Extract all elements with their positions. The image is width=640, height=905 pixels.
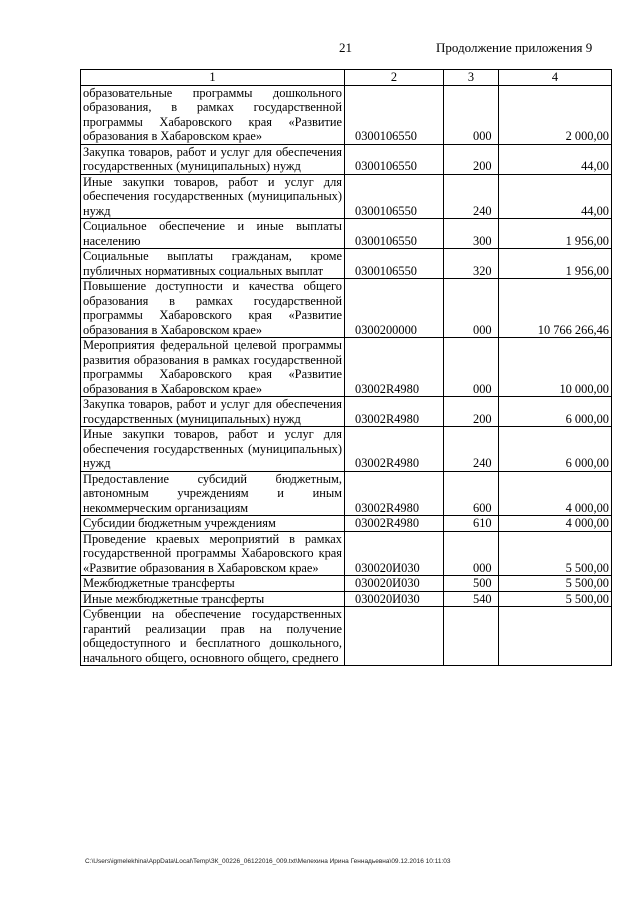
table-header-row — [81, 70, 612, 86]
budget-code-cell: 0300106550 — [345, 219, 444, 249]
row-name-cell: Субсидии бюджетным учреждениям — [81, 516, 345, 532]
table-row — [81, 279, 612, 338]
table-row — [81, 338, 612, 397]
table-row — [81, 219, 612, 249]
table-row — [81, 607, 612, 666]
budget-code-cell: 030020И030 — [345, 576, 444, 592]
amount-cell: 6 000,00 — [499, 427, 612, 472]
expense-type-cell: 600 — [444, 471, 499, 516]
expense-type-cell: 200 — [444, 397, 499, 427]
row-name-cell: Закупка товаров, работ и услуг для обеспечения государственных (муниципальных) нужд — [81, 397, 345, 427]
appendix-continuation: Продолжение приложения 9 — [436, 40, 593, 55]
amount-cell: 10 766 266,46 — [499, 279, 612, 338]
amount-cell: 4 000,00 — [499, 471, 612, 516]
row-name-cell: Иные межбюджетные трансферты — [81, 591, 345, 607]
amount-cell: 1 956,00 — [499, 249, 612, 279]
expense-type-cell: 000 — [444, 531, 499, 576]
row-name-cell: Межбюджетные трансферты — [81, 576, 345, 592]
expense-type-cell — [444, 607, 499, 666]
budget-code-cell: 0300106550 — [345, 144, 444, 174]
expense-type-cell: 200 — [444, 144, 499, 174]
column-header: 4 — [499, 70, 612, 86]
expense-type-cell: 240 — [444, 427, 499, 472]
table-row — [81, 397, 612, 427]
page-number: 21 — [339, 40, 352, 55]
row-name-cell: Иные закупки товаров, работ и услуг для обеспечения государственных (муниципальных) нужд — [81, 427, 345, 472]
column-header: 3 — [444, 70, 499, 86]
budget-code-cell: 03002R4980 — [345, 338, 444, 397]
amount-cell: 5 500,00 — [499, 531, 612, 576]
amount-cell: 6 000,00 — [499, 397, 612, 427]
table-row — [81, 591, 612, 607]
budget-table — [80, 69, 612, 666]
amount-cell: 5 500,00 — [499, 591, 612, 607]
expense-type-cell: 000 — [444, 279, 499, 338]
expense-type-cell: 240 — [444, 174, 499, 219]
table-row — [81, 85, 612, 144]
expense-type-cell: 610 — [444, 516, 499, 532]
amount-cell: 5 500,00 — [499, 576, 612, 592]
budget-code-cell: 0300106550 — [345, 85, 444, 144]
budget-code-cell: 0300200000 — [345, 279, 444, 338]
expense-type-cell: 540 — [444, 591, 499, 607]
row-name-cell: Мероприятия федеральной целевой программы развития образования в рамках государственной программы Хабаровского края «Развитие образования в Хабаровском крае» — [81, 338, 345, 397]
row-name-cell: Субвенции на обеспечение государственных гарантий реализации прав на получение общедоступного и бесплатного дошкольного, начального общего, основного общего, среднего — [81, 607, 345, 666]
table-row — [81, 531, 612, 576]
row-name-cell: образовательные программы дошкольного образования, в рамках государственной программы Хабаровского края «Развитие образования в Хабаровском крае» — [81, 85, 345, 144]
row-name-cell: Закупка товаров, работ и услуг для обеспечения государственных (муниципальных) нужд — [81, 144, 345, 174]
budget-code-cell: 030020И030 — [345, 531, 444, 576]
budget-code-cell: 03002R4980 — [345, 516, 444, 532]
amount-cell: 44,00 — [499, 144, 612, 174]
table-row — [81, 174, 612, 219]
row-name-cell: Иные закупки товаров, работ и услуг для обеспечения государственных (муниципальных) нужд — [81, 174, 345, 219]
amount-cell: 44,00 — [499, 174, 612, 219]
file-path-footer: C:\Users\igmelekhina\AppData\Local\Temp\ЗК_00226_06122016_009.txt\Мелехина Ирина Геннадьевна\09.12.2016 10:11:03 — [85, 858, 451, 865]
expense-type-cell: 500 — [444, 576, 499, 592]
amount-cell: 4 000,00 — [499, 516, 612, 532]
budget-code-cell: 03002R4980 — [345, 397, 444, 427]
amount-cell: 2 000,00 — [499, 85, 612, 144]
column-header: 1 — [81, 70, 345, 86]
budget-code-cell: 030020И030 — [345, 591, 444, 607]
budget-code-cell: 03002R4980 — [345, 427, 444, 472]
row-name-cell: Социальное обеспечение и иные выплаты населению — [81, 219, 345, 249]
table-row — [81, 576, 612, 592]
table-row — [81, 516, 612, 532]
budget-code-cell: 0300106550 — [345, 249, 444, 279]
amount-cell: 1 956,00 — [499, 219, 612, 249]
page-header — [0, 40, 640, 60]
expense-type-cell: 320 — [444, 249, 499, 279]
table-row — [81, 249, 612, 279]
budget-code-cell — [345, 607, 444, 666]
table-row — [81, 471, 612, 516]
row-name-cell: Повышение доступности и качества общего образования в рамках государственной программы Хабаровского края «Развитие образования в Хабаровском крае» — [81, 279, 345, 338]
expense-type-cell: 000 — [444, 338, 499, 397]
expense-type-cell: 300 — [444, 219, 499, 249]
amount-cell: 10 000,00 — [499, 338, 612, 397]
budget-code-cell: 0300106550 — [345, 174, 444, 219]
amount-cell — [499, 607, 612, 666]
row-name-cell: Проведение краевых мероприятий в рамках государственной программы Хабаровского края «Развитие образования в Хабаровском крае» — [81, 531, 345, 576]
column-header: 2 — [345, 70, 444, 86]
table-row — [81, 144, 612, 174]
budget-code-cell: 03002R4980 — [345, 471, 444, 516]
row-name-cell: Социальные выплаты гражданам, кроме публичных нормативных социальных выплат — [81, 249, 345, 279]
row-name-cell: Предоставление субсидий бюджетным, автономным учреждениям и иным некоммерческим организациям — [81, 471, 345, 516]
table-row — [81, 427, 612, 472]
expense-type-cell: 000 — [444, 85, 499, 144]
